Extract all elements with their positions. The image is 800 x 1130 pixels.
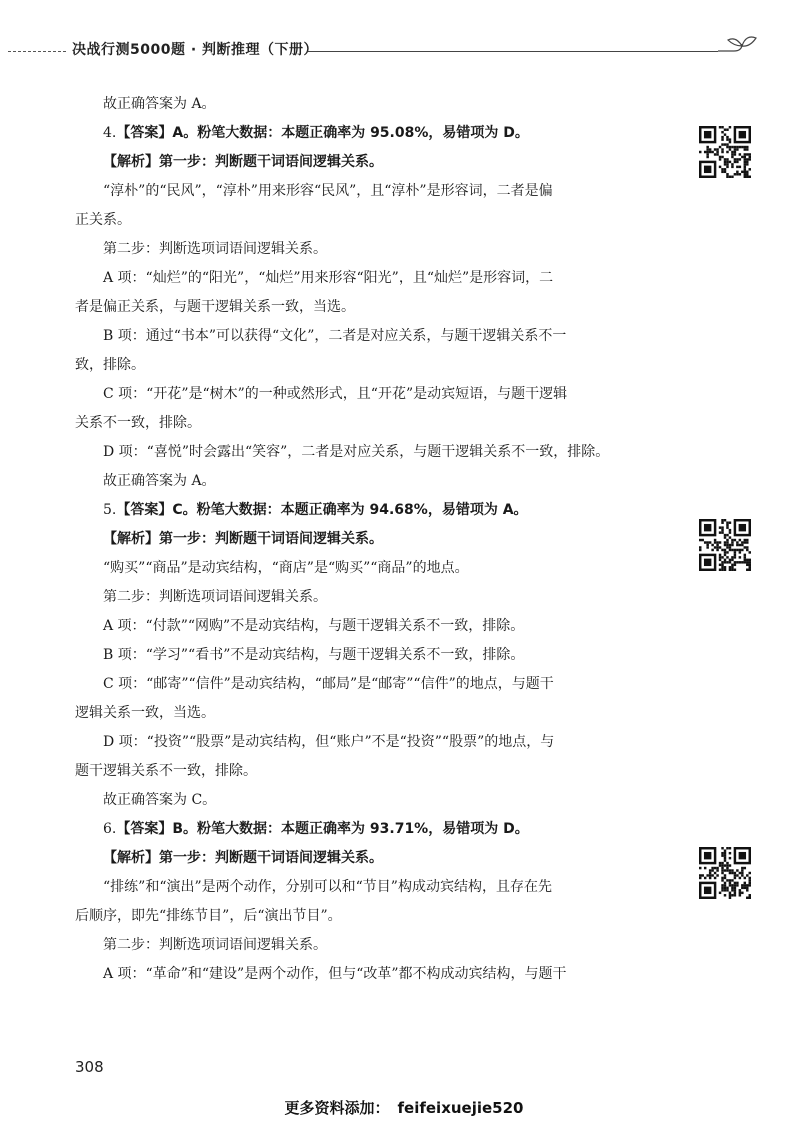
header-title: 决战行测5000题 · 判断推理（下册） <box>72 42 319 58</box>
qr-code-icon[interactable] <box>699 847 751 899</box>
text-line: C 项：“开花”是“树木”的一种或然形式，且“开花”是动宾短语，与题干逻辑 <box>103 386 568 402</box>
text-line: A 项：“灿烂”的“阳光”，“灿烂”用来形容“阳光”，且“灿烂”是形容词，二 <box>103 270 554 286</box>
footer-contact: feifeixuejie520 <box>397 1099 524 1117</box>
text-line: 逻辑关系一致，当选。 <box>75 705 215 721</box>
text-line: 关系不一致，排除。 <box>75 415 201 431</box>
text-line: 致，排除。 <box>75 357 145 373</box>
text-line: 故正确答案为 A。 <box>103 96 216 112</box>
answer-line <box>75 815 675 844</box>
text-line: 第二步：判断选项词语间逻辑关系。 <box>103 241 327 257</box>
text-line: 后顺序，即先“排练节目”，后“演出节目”。 <box>75 908 342 924</box>
answer-text: 【答案】C。粉笔大数据：本题正确率为 94.68%，易错项为 A。 <box>116 502 528 518</box>
question-number: 5. <box>103 502 117 518</box>
page-number: 308 <box>75 1058 104 1076</box>
header-rule <box>308 51 718 52</box>
footer-note <box>0 1097 800 1118</box>
answer-text: 【答案】A。粉笔大数据：本题正确率为 95.08%，易错项为 D。 <box>116 125 529 141</box>
analysis-line: 【解析】第一步：判断题干词语间逻辑关系。 <box>103 531 383 547</box>
solution-text <box>75 90 675 989</box>
header-dash-rule <box>8 51 66 52</box>
text-line: 故正确答案为 A。 <box>103 473 216 489</box>
text-line: D 项：“投资”“股票”是动宾结构，但“账户”不是“投资”“股票”的地点，与 <box>103 734 555 750</box>
text-line: B 项：通过“书本”可以获得“文化”，二者是对应关系，与题干逻辑关系不一 <box>103 328 567 344</box>
footer-label: 更多资料添加： <box>284 1099 390 1117</box>
text-line: “购买”“商品”是动宾结构，“商店”是“购买”“商品”的地点。 <box>103 560 469 576</box>
answer-text: 【答案】B。粉笔大数据：本题正确率为 93.71%，易错项为 D。 <box>116 821 529 837</box>
qr-code-icon[interactable] <box>699 126 751 178</box>
question-number: 6. <box>103 821 117 837</box>
text-line: 正关系。 <box>75 212 131 228</box>
text-line: 第二步：判断选项词语间逻辑关系。 <box>103 937 327 953</box>
analysis-line: 【解析】第一步：判断题干词语间逻辑关系。 <box>103 850 383 866</box>
text-line: D 项：“喜悦”时会露出“笑容”，二者是对应关系，与题干逻辑关系不一致，排除。 <box>103 444 610 460</box>
text-line: 第二步：判断选项词语间逻辑关系。 <box>103 589 327 605</box>
text-line: B 项：“学习”“看书”不是动宾结构，与题干逻辑关系不一致，排除。 <box>103 647 525 663</box>
qr-code-icon[interactable] <box>699 519 751 571</box>
text-line: 故正确答案为 C。 <box>103 792 217 808</box>
question-number: 4. <box>103 125 117 141</box>
answer-line <box>75 496 675 525</box>
page-header <box>0 34 800 74</box>
sprout-icon <box>716 34 760 68</box>
text-line: 者是偏正关系，与题干逻辑关系一致，当选。 <box>75 299 355 315</box>
analysis-line: 【解析】第一步：判断题干词语间逻辑关系。 <box>103 154 383 170</box>
text-line: “排练”和“演出”是两个动作，分别可以和“节目”构成动宾结构，且存在先 <box>103 879 552 895</box>
answer-line <box>75 119 675 148</box>
text-line: “淳朴”的“民风”，“淳朴”用来形容“民风”，且“淳朴”是形容词，二者是偏 <box>103 183 553 199</box>
text-line: A 项：“革命”和“建设”是两个动作，但与“改革”都不构成动宾结构，与题干 <box>103 966 567 982</box>
text-line: 题干逻辑关系不一致，排除。 <box>75 763 257 779</box>
text-line: C 项：“邮寄”“信件”是动宾结构，“邮局”是“邮寄”“信件”的地点，与题干 <box>103 676 554 692</box>
text-line: A 项：“付款”“网购”不是动宾结构，与题干逻辑关系不一致，排除。 <box>103 618 525 634</box>
